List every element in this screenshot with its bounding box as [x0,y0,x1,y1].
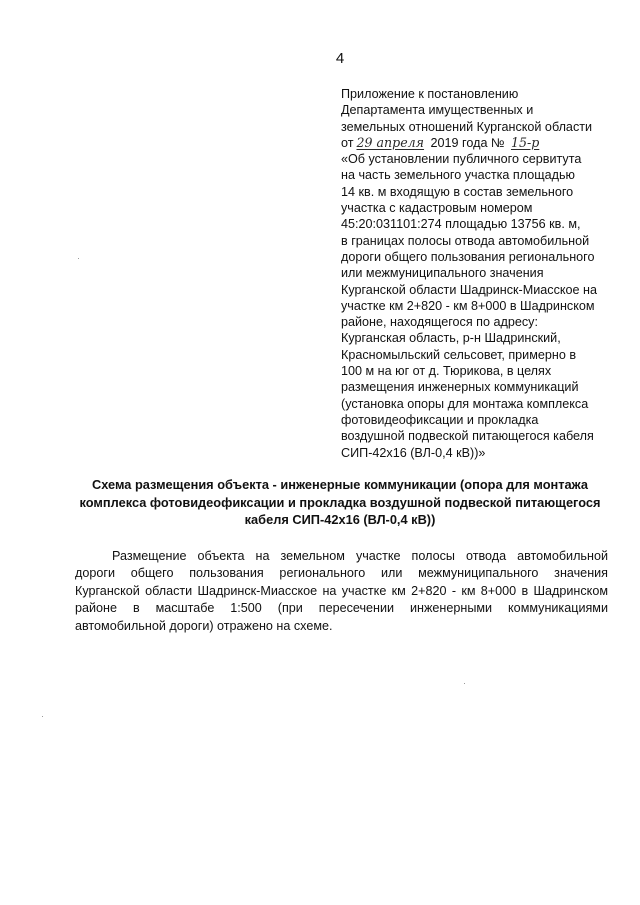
scheme-title-line: кабеля СИП-42х16 (ВЛ-0,4 кВ)) [244,512,436,527]
appendix-line: районе, находящегося по адресу: [341,315,538,330]
appendix-line: Приложение к постановлению [341,87,519,101]
scheme-title-line: комплекса фотовидеофиксации и прокладка воздушной подвеской питающегося [79,494,601,510]
body-paragraph [75,548,608,635]
appendix-line: или межмуниципального значения [341,266,544,281]
appendix-line: размещения инженерных коммуникаций [341,380,579,395]
appendix-line: участка с кадастровым номером [341,201,533,216]
date-prefix: от [341,135,354,150]
page-number: 4 [335,50,345,67]
appendix-line: земельных отношений Курганской области [341,119,593,134]
appendix-line: 100 м на юг от д. Тюрикова, в целях [341,364,552,379]
body-line: Размещение объекта на земельном участке полосы отвода автомобильной [112,549,608,563]
scheme-title-line: Схема размещения объекта - инженерные коммуникации (опора для монтажа [92,477,588,492]
appendix-line: участке км 2+820 - км 8+000 в Шадринском [341,298,595,313]
appendix-line: Красномыльский сельсовет, примерно в [341,347,577,362]
body-line: автомобильной дороги) отражено на схеме. [75,618,333,633]
scan-speck [78,258,79,259]
scan-speck [464,683,465,684]
appendix-line: СИП-42х16 (ВЛ-0,4 кВ))» [341,445,486,460]
appendix-header [341,86,613,461]
scan-speck [42,716,43,717]
handwritten-number: 15-р [510,134,540,150]
body-line: районе в масштабе 1:500 (при пересечении инженерными коммуникациями [75,601,608,616]
handwritten-date: 29 апреля [356,134,425,150]
appendix-line: (установка опоры для монтажа комплекса [341,396,589,411]
body-line: дороги общего пользования регионального или межмуниципального значения [75,566,608,581]
body-line: Курганской области Шадринск-Миасское на участке км 2+820 - км 8+000 в Шадринском [75,583,608,598]
appendix-line: «Об установлении публичного сервитута [341,152,582,167]
appendix-line: фотовидеофиксации и прокладка [341,412,539,427]
appendix-line: 14 кв. м входящую в состав земельного [341,184,574,199]
scheme-title [60,476,620,529]
appendix-line: в границах полосы отвода автомобильной [341,233,590,248]
date-year-text: 2019 года № [430,135,505,150]
appendix-line: 45:20:031101:274 площадью 13756 кв. м, [341,217,581,232]
appendix-line: дороги общего пользования регионального [341,249,595,264]
appendix-line: Курганская область, р-н Шадринский, [341,331,561,346]
appendix-line: Департамента имущественных и [341,103,534,118]
appendix-line: на часть земельного участка площадью [341,168,575,183]
appendix-line: воздушной подвеской питающегося кабеля [341,429,594,444]
appendix-date-line [341,135,613,151]
appendix-line: Курганской области Шадринск-Миасское на [341,282,597,297]
